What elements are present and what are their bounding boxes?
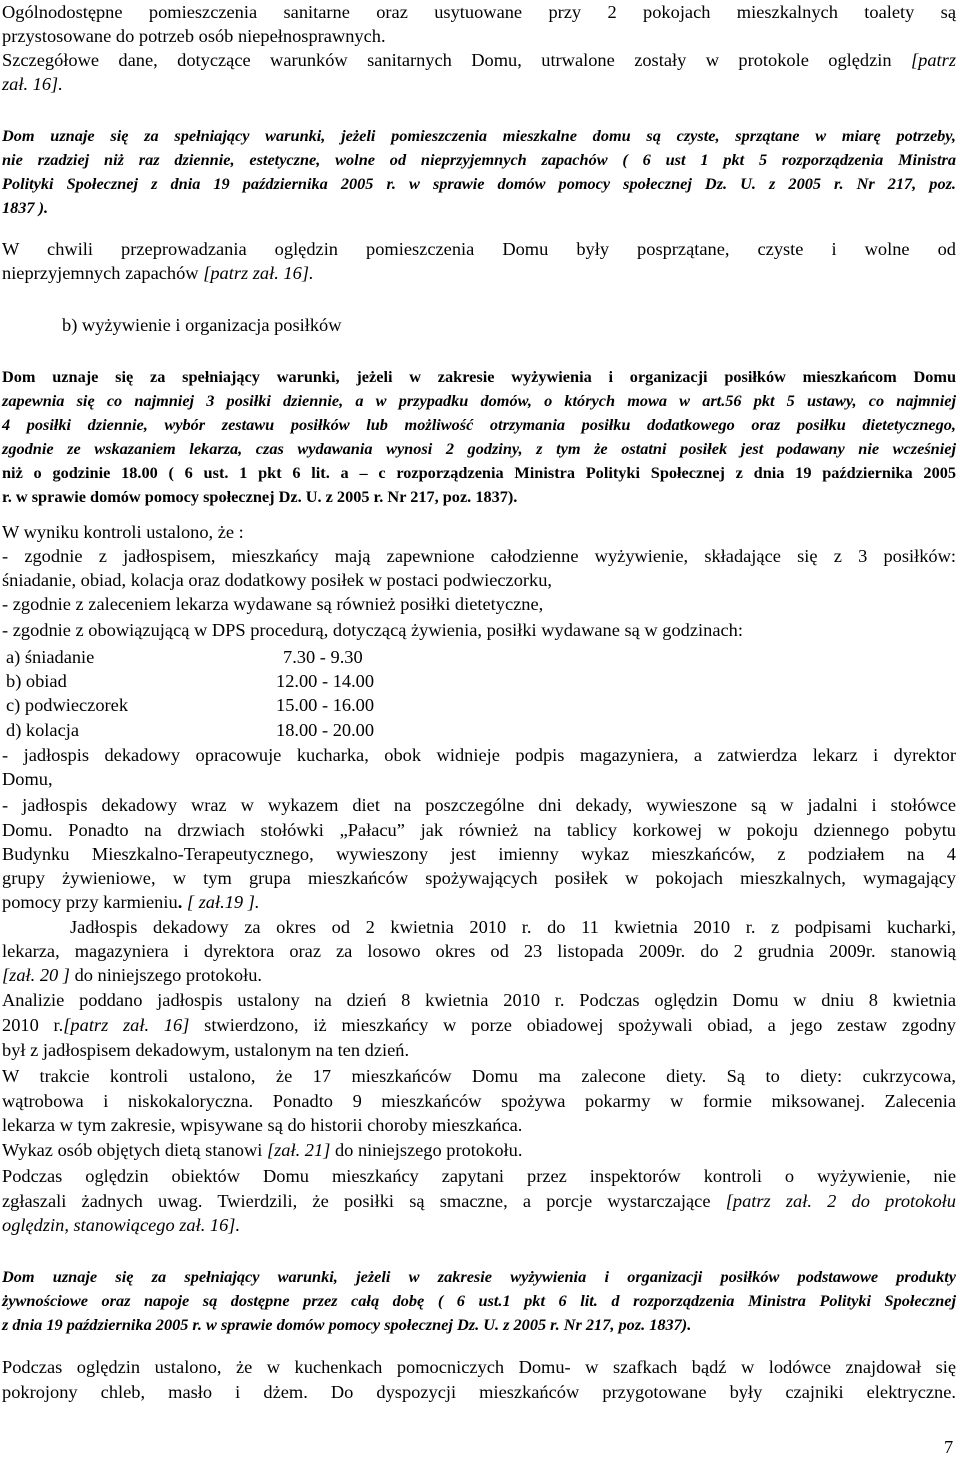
paragraph-line: był z jadłospisem dekadowym, ustalonym na ten dzień. xyxy=(2,1040,410,1060)
attachment-ref: [zał. 21] xyxy=(266,1140,331,1160)
paragraph-line: śniadanie, obiad, kolacja oraz dodatkowy posiłek w postaci podwieczorku, xyxy=(2,570,553,590)
paragraph-line: Szczegółowe dane, dotyczące warunków sanitarnych Domu, utrwalone zostały w protokole oględzin [patrz xyxy=(2,50,956,70)
paragraph-line: - zgodnie z jadłospisem, mieszkańcy mają zapewnione całodzienne wyżywienie, składające się z 3 posiłków: xyxy=(2,546,956,566)
paragraph-line: - jadłospis dekadowy wraz w wykazem diet na poszczególne dni dekady, wywieszone są w jadalni i stołówce xyxy=(2,795,956,815)
paragraph-line: Ogólnodostępne pomieszczenia sanitarne oraz usytuowane przy 2 pokojach mieszkalnych toalety są xyxy=(2,2,956,22)
regulation-text: niż o godzinie 18.00 ( 6 ust. 1 pkt 6 lit. a – c rozporządzenia Ministra Polityki Społecznej z dnia 19 października 2005 xyxy=(2,463,956,482)
regulation-text: żywnościowe oraz napoje są dostępne przez całą dobę ( 6 ust.1 pkt 6 lit. d rozporządzenia Ministra Polityki Społecznej xyxy=(2,1291,956,1310)
attachment-ref: [patrz zał. 2 do protokołu xyxy=(725,1191,956,1211)
regulation-text: Polityki Społecznej z dnia 19 października 2005 r. w sprawie domów pomocy społecznej Dz. U. z 2005 r. Nr 217, poz. xyxy=(2,174,956,193)
regulation-text: 4 posiłki dziennie, wybór zestawu posiłków lub możliwość otrzymania posiłku dodatkowego oraz posiłku dietetycznego, xyxy=(2,415,956,434)
paragraph-line: lekarza, magazyniera i dyrektora oraz za losowo okres od 23 listopada 2009r. do 2 grudnia 2009r. stanowią xyxy=(2,941,956,961)
paragraph-line: grupy żywieniowe, w tym grupa mieszkańców spożywających posiłek w pokojach mieszkalnych, wymagający xyxy=(2,868,956,888)
attachment-ref: [patrz xyxy=(911,50,956,70)
paragraph-line: [zał. 20 ] do niniejszego protokołu. xyxy=(2,965,263,985)
meal-name: a) śniadanie xyxy=(6,647,95,667)
regulation-text: zapewnia się co najmniej 3 posiłki dziennie, a w przypadku domów, o których mowa w art.56 pkt 5 ustawy, co najmniej xyxy=(2,391,956,410)
regulation-text: z dnia 19 października 2005 r. w sprawie domów pomocy społecznej Dz. U. z 2005 r. Nr 217, poz. 1837). xyxy=(2,1315,692,1334)
paragraph-line: Jadłospis dekadowy za okres od 2 kwietnia 2010 r. do 11 kwietnia 2010 r. z podpisami kucharki, xyxy=(70,917,956,937)
paragraph-line: 2010 r.[patrz zał. 16] stwierdzono, iż mieszkańcy w porze obiadowej spożywali obiad, a jego zestaw zgodny xyxy=(2,1015,956,1035)
regulation-text: 1837 ). xyxy=(2,198,49,217)
paragraph-line: lekarza w tym zakresie, wpisywane są do historii choroby mieszkańca. xyxy=(2,1115,523,1135)
attachment-ref: zał. 16]. xyxy=(2,74,63,94)
paragraph-line: przystosowane do potrzeb osób niepełnosprawnych. xyxy=(2,26,386,46)
paragraph-line: wątrobowa i niskokaloryczna. Ponadto 9 mieszkańców spożywa pokarmy w formie miksowanej. Zalecenia xyxy=(2,1091,956,1111)
paragraph-line: Podczas oględzin ustalono, że w kuchenkach pomocniczych Domu- w szafkach bądź w lodówce znajdował się xyxy=(2,1357,956,1377)
paragraph-line: Analizie poddano jadłospis ustalony na dzień 8 kwietnia 2010 r. Podczas oględzin Domu w dniu 8 kwietnia xyxy=(2,990,956,1010)
paragraph-line: nieprzyjemnych zapachów [patrz zał. 16]. xyxy=(2,263,314,283)
paragraph-line: Podczas oględzin obiektów Domu mieszkańcy zapytani przez inspektorów kontroli o wyżywienie, nie xyxy=(2,1166,956,1186)
attachment-ref: [zał. 20 ] xyxy=(2,965,70,985)
paragraph-line: pomocy przy karmieniu. [ zał.19 ]. xyxy=(2,892,260,912)
attachment-ref: [patrz zał. 16] xyxy=(63,1015,190,1035)
regulation-text: nie rzadziej niż raz dziennie, estetyczne, wolne od nieprzyjemnych zapachów ( 6 ust 1 pkt 5 rozporządzenia Ministra xyxy=(2,150,956,169)
meal-time: 12.00 - 14.00 xyxy=(276,671,375,691)
regulation-text: Dom uznaje się za spełniający warunki, jeżeli w zakresie wyżywienia i organizacji posiłków podstawowe produkty xyxy=(2,1267,956,1286)
paragraph-line: W chwili przeprowadzania oględzin pomieszczenia Domu były posprzątane, czyste i wolne od xyxy=(2,239,956,259)
attachment-ref: [patrz zał. 16]. xyxy=(203,263,314,283)
regulation-text: zgodnie ze wskazaniem lekarza, czas wydawania wynosi 2 godziny, z tym że ostatni posiłek jest podawany nie wcześniej xyxy=(2,439,956,458)
regulation-text: Dom uznaje się za spełniający warunki, jeżeli w zakresie wyżywienia i organizacji posiłków mieszkańcom Domu xyxy=(2,367,956,386)
paragraph-line: Wykaz osób objętych dietą stanowi [zał. 21] do niniejszego protokołu. xyxy=(2,1140,523,1160)
paragraph-line: Budynku Mieszkalno-Terapeutycznego, wywieszony jest imienny wykaz mieszkańców, z podziałem na 4 xyxy=(2,844,956,864)
regulation-text: r. w sprawie domów pomocy społecznej Dz. U. z 2005 r. Nr 217, poz. 1837). xyxy=(2,487,518,506)
meal-name: c) podwieczorek xyxy=(6,695,129,715)
paragraph-line: - zgodnie z obowiązującą w DPS procedurą, dotyczącą żywienia, posiłki wydawane są w godzinach: xyxy=(2,620,743,640)
paragraph-line: - jadłospis dekadowy opracowuje kucharka, obok widnieje podpis magazyniera, a zatwierdza lekarz i dyrektor xyxy=(2,745,956,765)
attachment-ref: oględzin, stanowiącego zał. 16]. xyxy=(2,1215,241,1235)
page-number: 7 xyxy=(944,1437,954,1457)
paragraph-line: zgłaszali żadnych uwag. Twierdzili, że posiłki są smaczne, a porcje wystarczające [patrz zał. 2 do protokołu xyxy=(2,1191,956,1211)
paragraph-line: - zgodnie z zaleceniem lekarza wydawane są również posiłki dietetyczne, xyxy=(2,594,544,614)
meal-time: 18.00 - 20.00 xyxy=(276,720,375,740)
meal-time: 7.30 - 9.30 xyxy=(283,647,363,667)
attachment-ref: [ zał.19 ]. xyxy=(182,892,260,912)
meal-name: d) kolacja xyxy=(6,720,80,740)
meal-time: 15.00 - 16.00 xyxy=(276,695,375,715)
paragraph-line: W trakcie kontroli ustalono, że 17 mieszkańców Domu ma zalecone diety. Są to diety: cukrzycowa, xyxy=(2,1066,956,1086)
paragraph-line: Domu. Ponadto na drzwiach stołówki „Pałacu” jak również na tablicy korkowej w pokoju dziennego pobytu xyxy=(2,820,956,840)
paragraph-line: pokrojony chleb, masło i dżem. Do dyspozycji mieszkańców przygotowane były czajniki elektryczne. xyxy=(2,1382,956,1402)
paragraph-line: Domu, xyxy=(2,769,53,789)
meal-name: b) obiad xyxy=(6,671,67,691)
section-heading: b) wyżywienie i organizacja posiłków xyxy=(62,315,342,335)
regulation-text: Dom uznaje się za spełniający warunki, jeżeli pomieszczenia mieszkalne domu są czyste, sprzątane w miarę potrzeby, xyxy=(2,126,956,145)
paragraph-line: W wyniku kontroli ustalono, że : xyxy=(2,522,244,542)
